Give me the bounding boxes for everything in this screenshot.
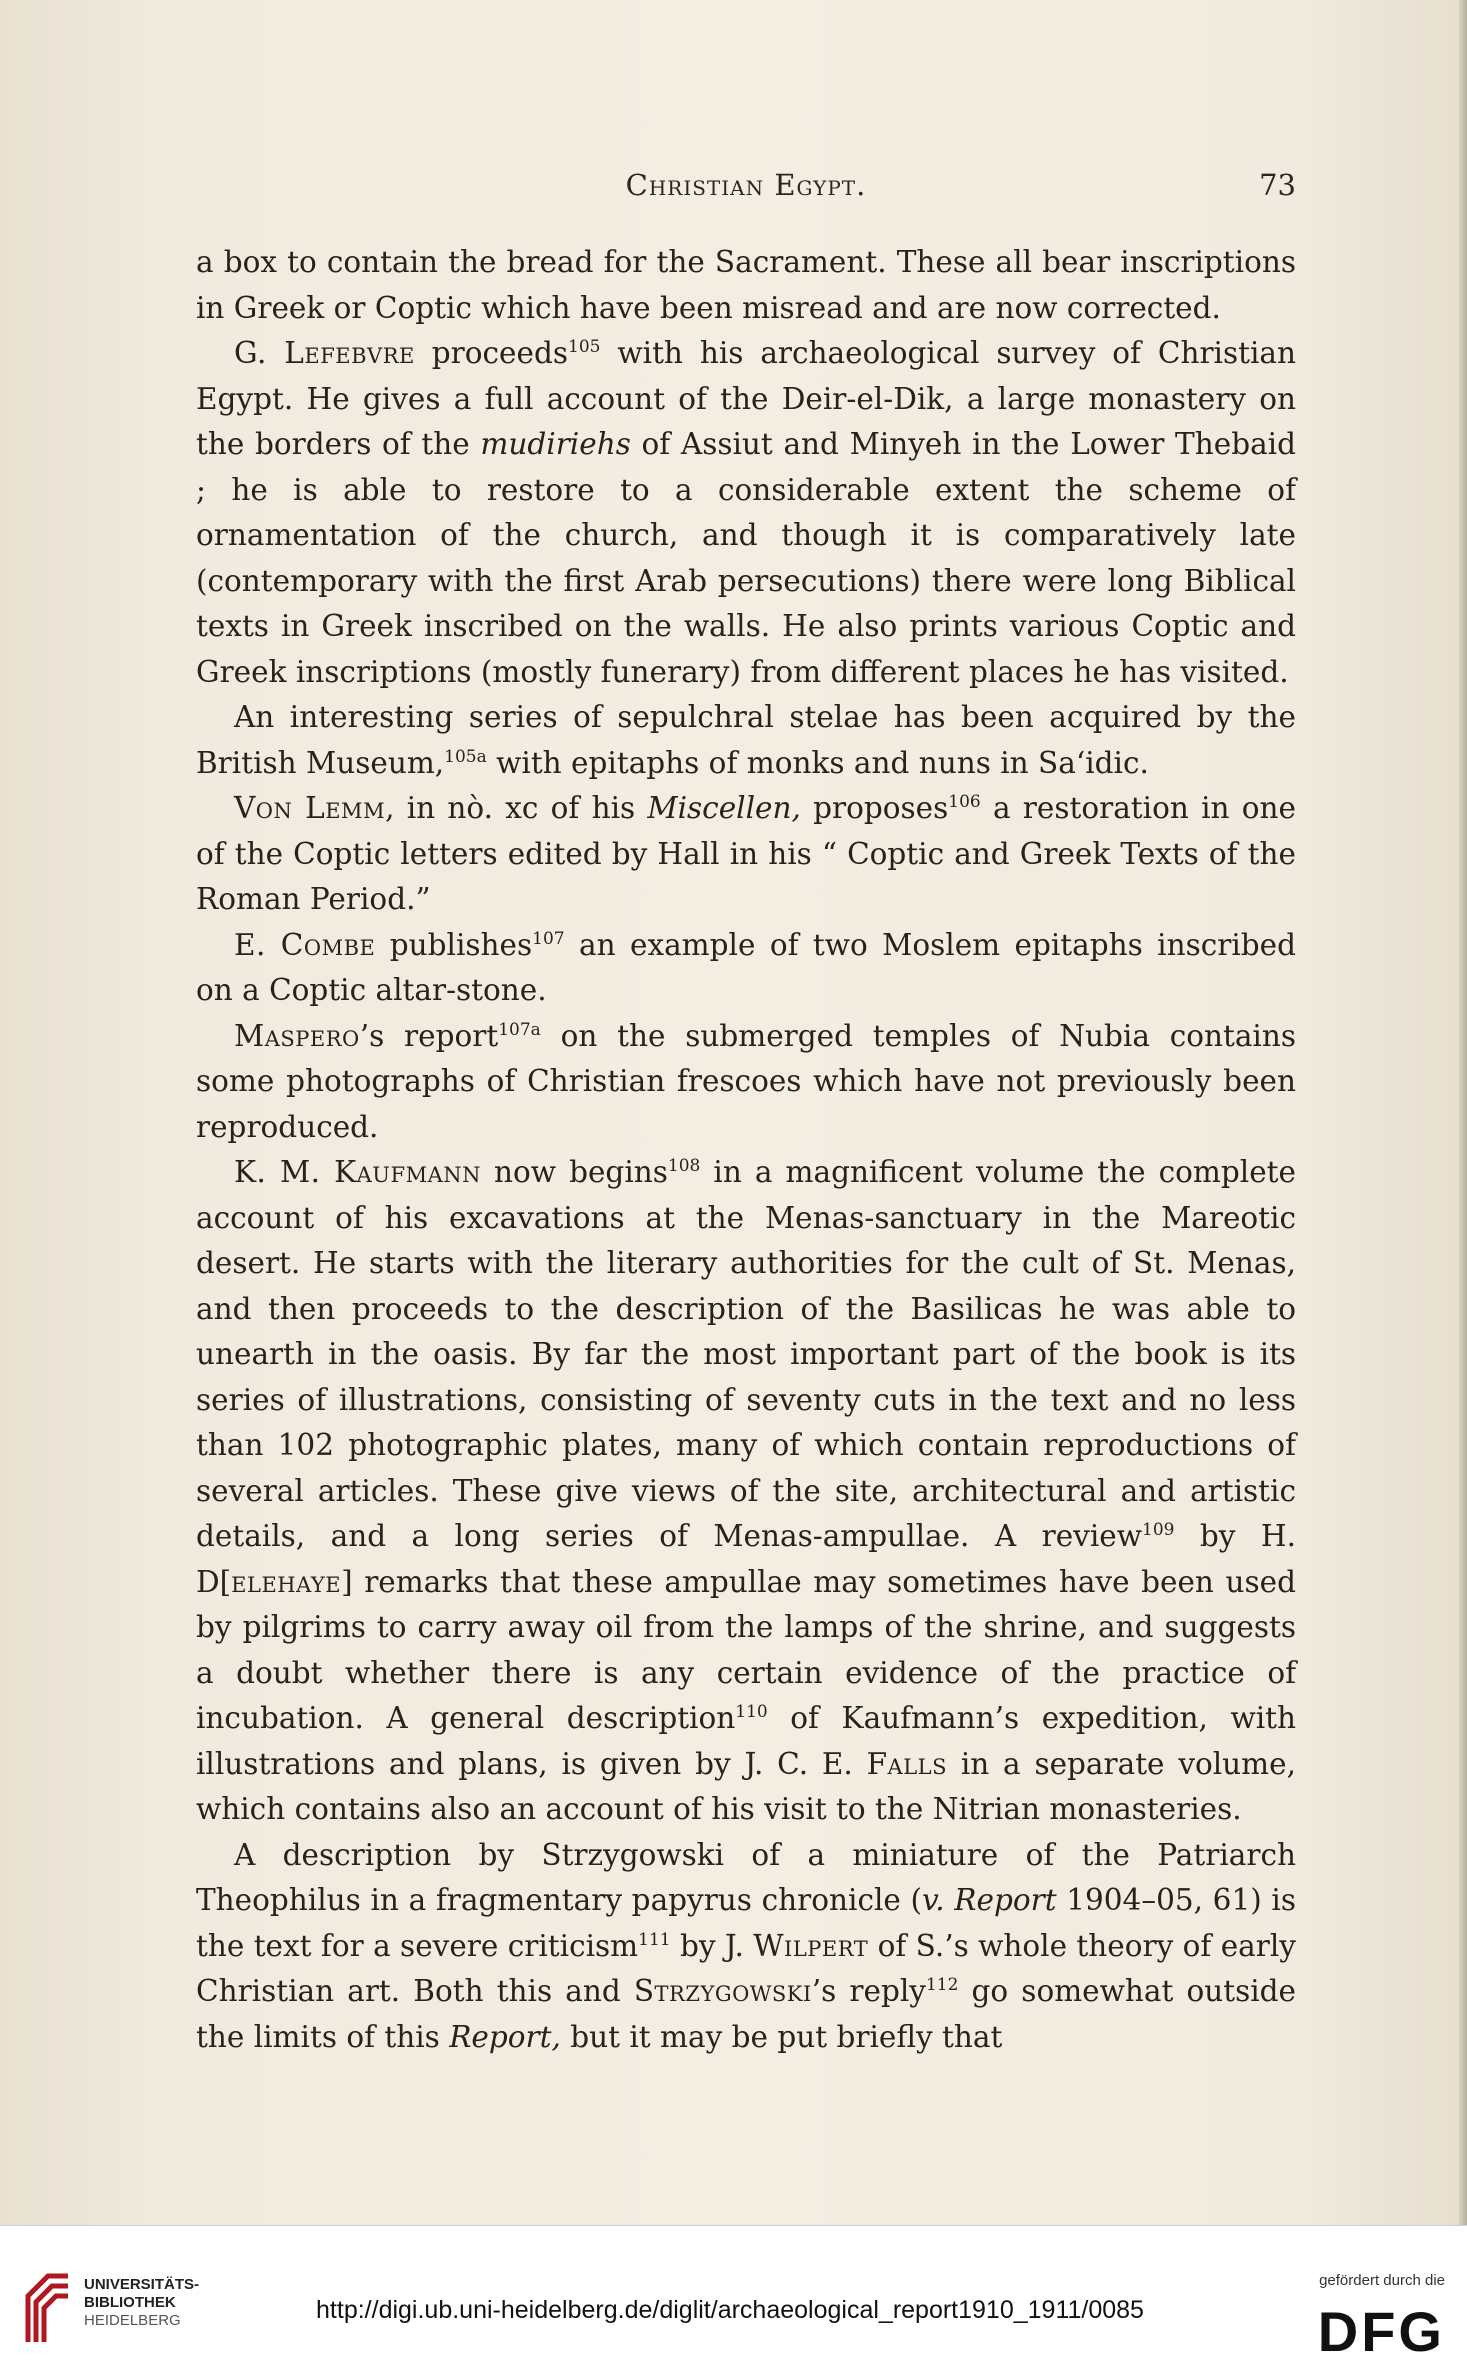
paragraph-text: , in nò. xc of his	[385, 791, 648, 825]
paragraph-text: now begins	[480, 1155, 668, 1189]
italic-work-title: Miscellen,	[647, 791, 801, 825]
paragraph-text: by J.	[670, 1928, 754, 1963]
italic-term: mudiriehs	[480, 427, 631, 461]
footnote-ref: 111	[638, 1929, 671, 1950]
italic-reference: v. Report	[922, 1883, 1057, 1917]
library-logo-icon	[18, 2262, 80, 2352]
paragraph-text: of S.’s whole theory of early Christian art. Both this and	[196, 1928, 1296, 2008]
paragraph-text: of Kaufmann’s expedition, with illustrations and plans, is given by J. C. E.	[196, 1701, 1297, 1781]
author-name: K. M. Kaufmann	[234, 1155, 481, 1189]
paragraph-text: with epitaphs of monks and nuns in Sa‘idic.	[486, 745, 1149, 780]
paragraph-text: an example of two Moslem epitaphs inscribed on a Coptic altar-stone.	[196, 927, 1297, 1007]
footnote-ref: 108	[667, 1156, 701, 1177]
paragraph-text: on the submerged temples of Nubia contains some photographs of Christian frescoes which have not previously been reproduced.	[196, 1018, 1297, 1144]
library-name-line: HEIDELBERG	[84, 2312, 181, 2329]
footnote-ref: 107	[532, 928, 565, 949]
paragraph-text: publishes	[375, 927, 533, 962]
author-name: Maspero	[234, 1018, 360, 1053]
running-head	[196, 168, 1296, 218]
library-name	[84, 2276, 244, 2330]
author-name: Falls	[866, 1746, 948, 1781]
paragraph-text: 1904–05, 61) is the text for a severe criticism	[196, 1883, 1296, 1963]
paragraph-1: a box to contain the bread for the Sacrament. These all bear inscriptions in Greek or Coptic which have been misread and are now corrected.	[196, 245, 1296, 325]
paragraph-text: A description by Strzygowski of a miniature of the Patriarch Theophilus in a fragmentary papyrus chronicle (	[196, 1837, 1296, 1917]
paragraph-5	[196, 923, 1296, 1014]
page-number: 73	[1259, 168, 1296, 202]
author-name: Von Lemm	[234, 791, 386, 825]
paragraph-text: by H. D[	[196, 1519, 1296, 1599]
paragraph-text: proceeds	[414, 336, 569, 370]
footnote-ref: 112	[925, 1975, 959, 1996]
library-name-line: UNIVERSITÄTS-	[84, 2276, 200, 2293]
author-name: elehaye	[231, 1564, 342, 1599]
paragraph-6	[196, 1014, 1296, 1151]
paragraph-text: of Assiut and Minyeh in the Lower Thebaid ; he is able to restore to a considerable extent the scheme of ornamentation of the church, and though it is comparatively late (contemporary with the first Arab persecutions) there were long Biblical texts in Greek inscribed on the walls. He also prints various Coptic and Greek inscriptions (mostly funerary) from different places he has visited.	[196, 427, 1296, 689]
funder-note: gefördert durch die	[1319, 2272, 1445, 2289]
paragraph-4	[196, 786, 1296, 923]
author-name: Strzygowski	[633, 1974, 812, 2008]
paragraph-text: proposes	[800, 791, 949, 825]
paragraph-8	[196, 1833, 1296, 2061]
digitization-footer	[0, 2225, 1467, 2380]
paragraph-7	[196, 1150, 1296, 1833]
footnote-ref: 106	[948, 792, 981, 813]
paragraph-text: in a magnificent volume the complete account of his excavations at the Menas-sanctuary in the Mareotic desert. He starts with the literary authorities for the cult of St. Menas, and then proceeds to the description of the Basilicas he was able to unearth in the oasis. By far the most important part of the book is its series of illustrations, consisting of seventy cuts in the text and no less than 102 photographic plates, many of which contain reproductions of several articles. These give views of the site, architectural and artistic details, and a long series of Menas-ampullae. A review	[196, 1155, 1296, 1553]
author-name: E. Combe	[234, 927, 376, 962]
footnote-ref: 105	[568, 337, 601, 358]
paragraph-text: but it may be put briefly that	[560, 2019, 1003, 2054]
page-edge-shadow	[1459, 0, 1467, 2225]
body-text	[196, 240, 1296, 2060]
footnote-ref: 109	[1142, 1520, 1175, 1541]
paragraph-text: in a separate volume, which contains also an account of his visit to the Nitrian monasteries.	[196, 1746, 1296, 1826]
running-title: Christian Egypt.	[625, 168, 867, 202]
author-name: G. Lefebvre	[234, 336, 415, 370]
paragraph-text: with his archaeological survey of Christian Egypt. He gives a full account of the Deir-el-Dik, a large monastery on the borders of the	[196, 336, 1296, 461]
author-name: Wilpert	[753, 1928, 869, 1963]
paragraph-text: go somewhat outside the limits of this	[196, 1974, 1296, 2054]
paragraph-text: ’s report	[359, 1018, 499, 1053]
footnote-ref: 110	[735, 1702, 768, 1723]
dfg-logo: DFG	[1317, 2300, 1445, 2363]
paragraph-text: ’s reply	[811, 1974, 926, 2008]
footnote-ref: 107a	[498, 1019, 541, 1040]
library-name-line: BIBLIOTHEK	[84, 2294, 176, 2311]
italic-work-title: Report,	[449, 2019, 561, 2054]
paragraph-text: An interesting series of sepulchral stelae has been acquired by the British Museum,	[196, 700, 1296, 780]
footnote-ref: 105a	[444, 746, 487, 767]
paragraph-2	[196, 331, 1296, 695]
paragraph-text: ] remarks that these ampullae may sometimes have been used by pilgrims to carry away oil from the lamps of the shrine, and suggests a doubt whether there is any certain evidence of the practice of incubation. A general description	[196, 1564, 1296, 1735]
paragraph-3	[196, 695, 1296, 786]
source-url-link[interactable]: http://digi.ub.uni-heidelberg.de/diglit/archaeological_report1910_1911/0085	[316, 2296, 1144, 2324]
paragraph-text: a restoration in one of the Coptic letters edited by Hall in his “ Coptic and Greek Texts of the Roman Period.”	[196, 791, 1296, 916]
